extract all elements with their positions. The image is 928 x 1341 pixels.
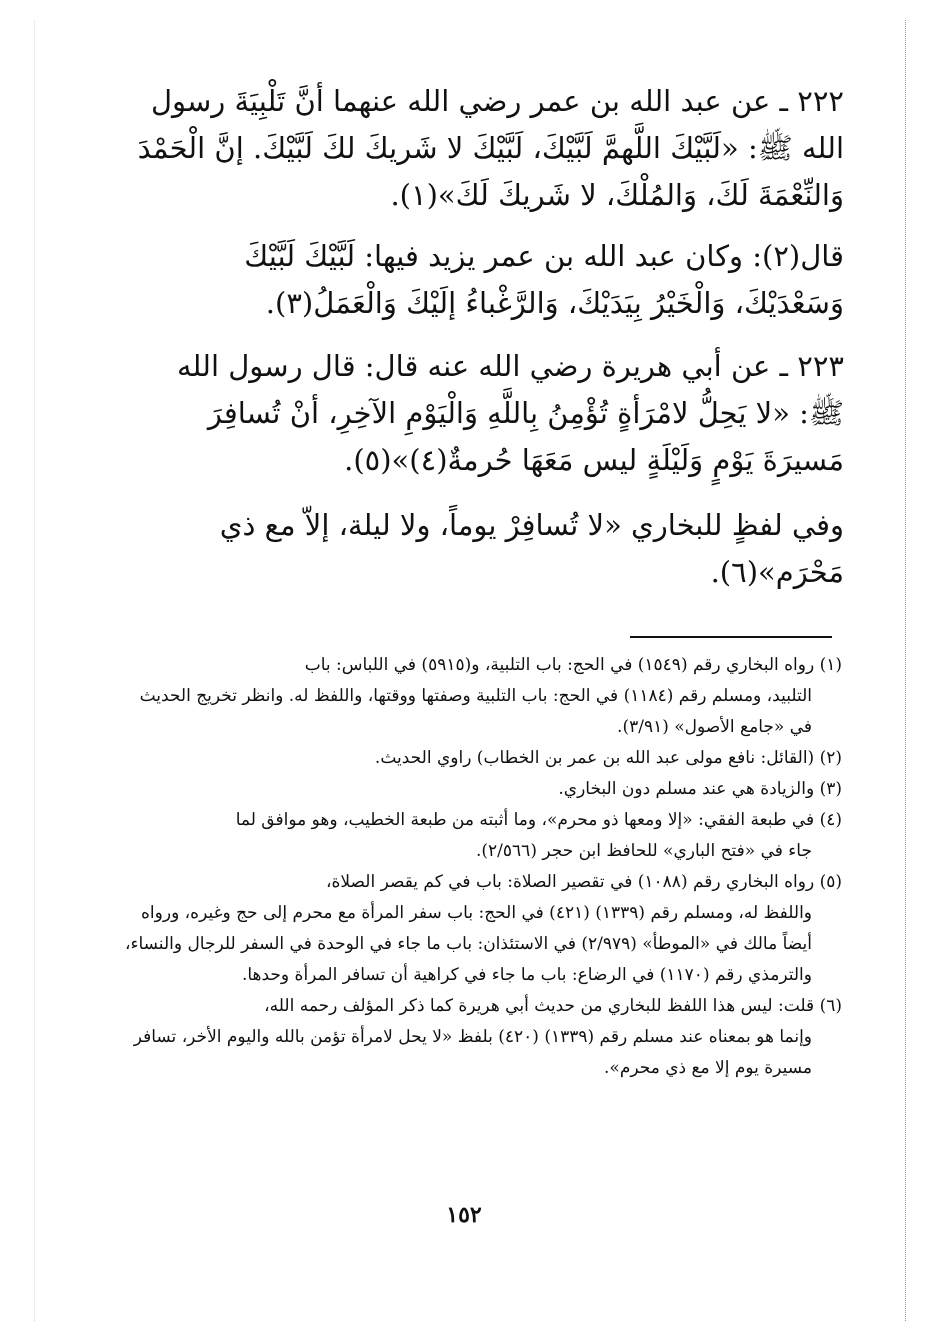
footnote-4-continuation: جاء في «فتح الباري» للحافظ ابن حجر (٢/٥٦٦). <box>476 841 812 861</box>
footnote-1-first-line: (١) رواه البخاري رقم (١٥٤٩) في الحج: باب التلبية، و(٥٩١٥) في اللباس: باب <box>304 655 842 675</box>
footnote-2 <box>112 743 842 774</box>
footnote-6-continuation: وإنما هو بمعناه عند مسلم رقم (١٣٣٩) (٤٢٠) بلفظ «لا يحل لامرأة تؤمن بالله واليوم الأخر، تسافر مسيرة يوم إلا مع ذي محرم». <box>133 1027 812 1078</box>
footnote-separator <box>630 636 832 638</box>
footnote-2-text: (٢) (القائل: نافع مولى عبد الله بن عمر بن الخطاب) راوي الحديث. <box>374 748 842 768</box>
footnote-5 <box>112 867 842 991</box>
footnote-5-continuation: واللفظ له، ومسلم رقم (١٣٣٩) (٤٢١) في الحج: باب سفر المرأة مع محرم إلى حج وغيره، ورواه أيضاً مالك في «الموطأ» (٢/٩٧٩) في الاستئذان: باب ما جاء في الوحدة في السفر للرجال والنساء، والترمذي رقم (١١٧٠) في الرضاع: باب ما جاء في كراهية أن تسافر المرأة وحدها. <box>124 903 812 985</box>
footnotes <box>112 650 842 1084</box>
bukhari-wording: وفي لفظٍ للبخاري «لا تُسافِرْ يوماً، ولا ليلة، إلاّ مع ذي مَحْرَم»(٦). <box>219 508 844 589</box>
main-text <box>132 78 844 596</box>
footnote-1-continuation: التلبيد، ومسلم رقم (١١٨٤) في الحج: باب التلبية وصفتها ووقتها، واللفظ له. وانظر تخريج الحديث في «جامع الأصول» (٣/٩١). <box>139 686 812 737</box>
footnote-5-first-line: (٥) رواه البخاري رقم (١٠٨٨) في تقصير الصلاة: باب في كم يقصر الصلاة، <box>325 872 842 892</box>
page-number: ١٥٢ <box>446 1202 482 1228</box>
hadith-222-addition: قال(٢): وكان عبد الله بن عمر يزيد فيها: لَبَّيْكَ لَبَّيْكَ وَسَعْدَيْكَ، وَالْخَيْرُ بِيَدَيْكَ، وَالرَّغْباءُ إلَيْكَ وَالْعَمَلُ(٣). <box>244 239 844 320</box>
footnote-6 <box>112 991 842 1084</box>
hadith-223: ٢٢٣ ـ عن أبي هريرة رضي الله عنه قال: قال رسول الله ﷺ: «لا يَحِلُّ لامْرَأةٍ تُؤْمِنُ بِاللَّهِ وَالْيَوْمِ الآخِرِ، أنْ تُسافِرَ مَسيرَةَ يَوْمٍ وَلَيْلَةٍ ليس مَعَهَا حُرمةٌ(٤)»(٥). <box>176 349 844 477</box>
footnote-1 <box>112 650 842 743</box>
page-edge-dots-left <box>34 20 35 1321</box>
footnote-3 <box>112 774 842 805</box>
footnote-4 <box>112 805 842 867</box>
footnote-4-first-line: (٤) في طبعة الفقي: «إلا ومعها ذو محرم»، وما أثبته من طبعة الخطيب، وهو موافق لما <box>235 810 842 830</box>
hadith-222: ٢٢٢ ـ عن عبد الله بن عمر رضي الله عنهما أنَّ تَلْبِيَةَ رسول الله ﷺ: «لَبَّيْكَ اللَّهمَّ لَبَّيْكَ، لَبَّيْكَ لا شَريكَ لكَ لَبَّيْكَ. إنَّ الْحَمْدَ وَالنِّعْمَةَ لَكَ، وَالمُلْكَ، لا شَريكَ لَكَ»(١). <box>137 84 844 212</box>
footnote-6-first-line: (٦) قلت: ليس هذا اللفظ للبخاري من حديث أبي هريرة كما ذكر المؤلف رحمه الله، <box>264 996 842 1016</box>
footnote-3-text: (٣) والزيادة هي عند مسلم دون البخاري. <box>558 779 842 799</box>
page-edge-dots <box>905 20 906 1321</box>
